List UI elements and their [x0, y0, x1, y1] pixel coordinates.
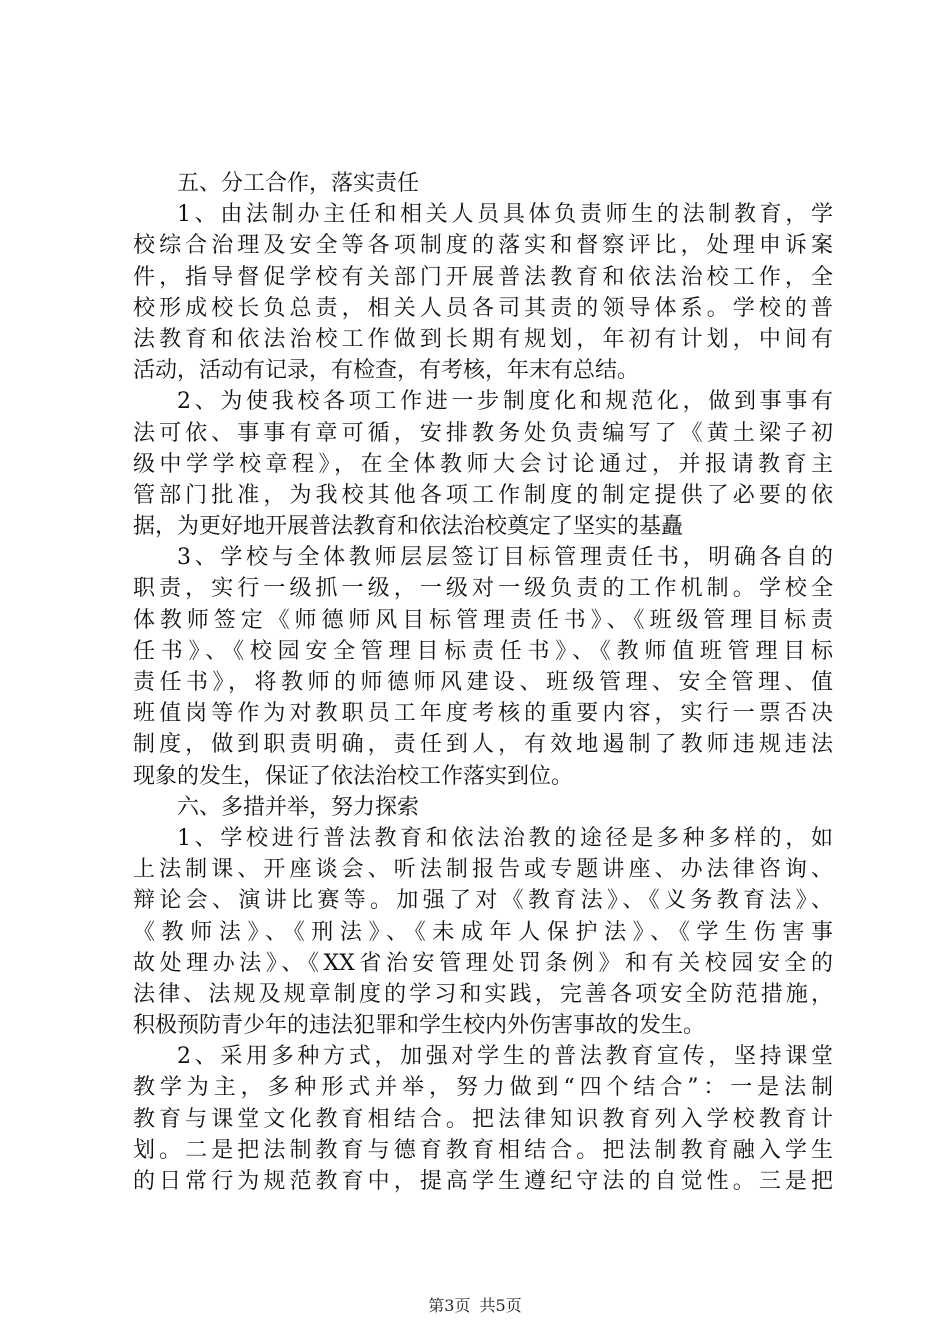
- text-line: 2、采用多种方式，加强对学生的普法教育宣传，坚持课堂: [177, 1044, 833, 1070]
- text-line: 上法制课、开座谈会、听法制报告或专题讲座、办法律咨询、: [133, 857, 833, 883]
- text-line: 校综合治理及安全等各项制度的落实和督察评比，处理申诉案: [133, 233, 833, 259]
- text-line: 管部门批准，为我校其他各项工作制度的制定提供了必要的依: [133, 482, 833, 508]
- text-line: 体教师签定《师德师风目标管理责任书》、《班级管理目标责: [133, 607, 833, 633]
- text-line: 责任书》，将教师的师德师风建设、班级管理、安全管理、值: [133, 670, 833, 695]
- page-total: 共5页: [479, 1296, 522, 1315]
- text-line: 活动，活动有记录，有检查，有考核，年末有总结。: [133, 358, 640, 384]
- text-line: 2、为使我校各项工作进一步制度化和规范化，做到事事有: [177, 389, 833, 415]
- text-line: 教学为主，多种形式并举，努力做到“四个结合”：一是法制: [133, 1075, 833, 1101]
- page-footer: [0, 1296, 950, 1316]
- text-line: 件，指导督促学校有关部门开展普法教育和依法治校工作，全: [133, 264, 833, 290]
- text-line: 积极预防青少年的违法犯罪和学生校内外伤害事故的发生。: [133, 1013, 706, 1039]
- text-line: 法可依、事事有章可循，安排教务处负责编写了《黄土梁子初: [133, 420, 833, 446]
- text-line: 任书》、《校园安全管理目标责任书》、《教师值班管理目标: [133, 638, 833, 664]
- text-line: 划。二是把法制教育与德育教育相结合。把法制教育融入学生: [133, 1137, 833, 1163]
- text-line: 制度，做到职责明确，责任到人，有效地遏制了教师违规违法: [133, 732, 833, 758]
- text-line: 班值岗等作为对教职员工年度考核的重要内容，实行一票否决: [133, 701, 833, 727]
- text-line: 3、学校与全体教师层层签订目标管理责任书，明确各自的: [177, 545, 833, 571]
- text-line: 级中学学校章程》，在全体教师大会讨论通过，并报请教育主: [133, 451, 833, 477]
- text-line: 法教育和依法治校工作做到长期有规划，年初有计划，中间有: [133, 326, 833, 352]
- text-line: 1、由法制办主任和相关人员具体负责师生的法制教育，学: [177, 202, 833, 228]
- text-line: 法律、法规及规章制度的学习和实践，完善各项安全防范措施，: [133, 981, 833, 1007]
- text-line: 职责，实行一级抓一级，一级对一级负责的工作机制。学校全: [133, 576, 833, 602]
- text-line: 五、分工合作，落实责任: [177, 171, 420, 196]
- text-line: 现象的发生，保证了依法治校工作落实到位。: [133, 763, 574, 789]
- text-line: 1、学校进行普法教育和依法治教的途径是多种多样的，如: [177, 825, 833, 851]
- text-line: 《教师法》、《刑法》、《未成年人保护法》、《学生伤害事: [133, 919, 833, 945]
- text-line: 据，为更好地开展普法教育和依法治校奠定了坚实的基矗: [133, 514, 684, 540]
- text-line: 故处理办法》、《XX省治安管理处罚条例》和有关校园安全的: [133, 950, 833, 976]
- page-number: 第3页: [428, 1296, 471, 1315]
- text-line: 六、多措并举，努力探索: [177, 794, 420, 820]
- text-line: 辩论会、演讲比赛等。加强了对《教育法》、《义务教育法》、: [133, 888, 833, 914]
- text-line: 教育与课堂文化教育相结合。把法律知识教育列入学校教育计: [133, 1106, 833, 1132]
- text-line: 的日常行为规范教育中，提高学生遵纪守法的自觉性。三是把: [133, 1169, 833, 1194]
- document-body: [133, 168, 833, 1197]
- text-line: 校形成校长负总责，相关人员各司其责的领导体系。学校的普: [133, 295, 833, 321]
